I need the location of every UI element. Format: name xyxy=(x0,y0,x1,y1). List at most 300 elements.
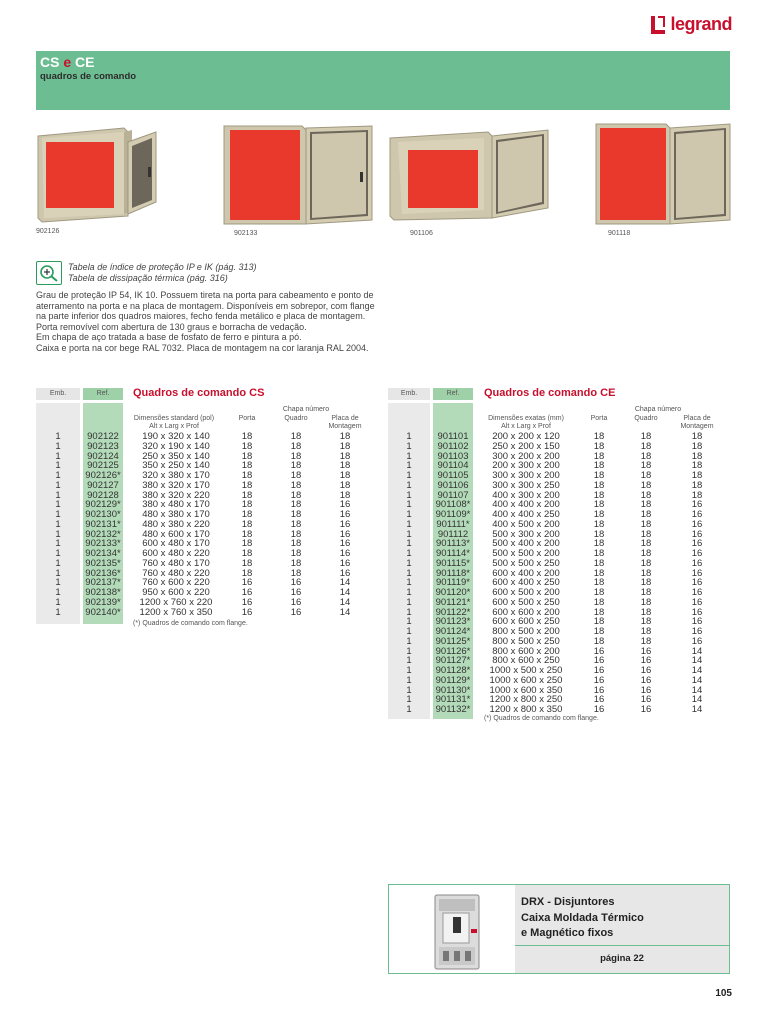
dimensions-cell: 1200 x 760 x 350 xyxy=(139,606,213,618)
porta-cell: 18 xyxy=(593,557,605,569)
dimensions-cell: 760 x 480 x 220 xyxy=(142,567,210,579)
page-number: 105 xyxy=(715,988,732,999)
product-image-4 xyxy=(594,122,734,237)
quadro-cell: 18 xyxy=(640,450,652,462)
emb-cell: 1 xyxy=(406,479,412,491)
placa-cell: 16 xyxy=(691,635,703,647)
divider xyxy=(515,945,729,946)
ref-cell: 901128* xyxy=(435,665,471,676)
placa-cell: 18 xyxy=(691,440,703,452)
ref-cell: 901126* xyxy=(435,645,471,657)
dimensions-cell: 350 x 250 x 140 xyxy=(142,460,210,472)
table-row xyxy=(36,598,376,608)
dimensions-cell: 400 x 400 x 200 xyxy=(492,499,560,511)
ref-cell: 901122* xyxy=(435,606,471,618)
placa-cell: 16 xyxy=(691,538,703,550)
emb-cell: 1 xyxy=(406,704,412,715)
porta-cell: 16 xyxy=(593,665,605,676)
quadro-cell: 18 xyxy=(640,518,652,530)
placa-cell: 18 xyxy=(339,431,351,442)
quadro-cell: 18 xyxy=(290,509,302,520)
legrand-logo xyxy=(651,14,732,35)
table-footnote: (*) Quadros de comando com flange. xyxy=(133,620,248,627)
table-footnote: (*) Quadros de comando com flange. xyxy=(484,715,599,722)
porta-cell: 16 xyxy=(593,645,605,657)
emb-cell: 1 xyxy=(55,440,61,452)
dimensions-cell: 320 x 380 x 170 xyxy=(142,470,210,481)
ref-cell: 902127 xyxy=(87,479,119,491)
emb-cell: 1 xyxy=(406,655,412,667)
table-row xyxy=(388,520,728,530)
dimensions-cell: 400 x 400 x 250 xyxy=(492,509,560,520)
dimensions-cell: 600 x 600 x 250 xyxy=(492,616,560,628)
table-heading: Quadros de comando CS xyxy=(133,387,265,399)
emb-cell: 1 xyxy=(406,489,412,501)
subheader-chapa: Chapa número xyxy=(634,406,682,413)
placa-cell: 16 xyxy=(691,518,703,530)
title-cs: CS xyxy=(40,54,60,70)
ref-cell: 901115* xyxy=(436,557,470,569)
quadro-cell: 16 xyxy=(640,674,652,686)
placa-cell: 18 xyxy=(339,479,351,491)
placa-cell: 14 xyxy=(339,596,351,608)
dimensions-cell: 950 x 600 x 220 xyxy=(142,587,210,598)
emb-cell: 1 xyxy=(406,596,412,608)
ref-cell: 901120* xyxy=(435,587,471,598)
quadro-cell: 18 xyxy=(290,548,302,559)
quadro-cell: 18 xyxy=(640,431,652,442)
description-paragraph: Em chapa de aço tratada a base de fosfato de ferro e pintura a pó. xyxy=(36,332,302,342)
porta-cell: 18 xyxy=(593,635,605,647)
porta-cell: 18 xyxy=(593,470,605,481)
porta-cell: 18 xyxy=(241,509,253,520)
placa-cell: 14 xyxy=(691,694,703,706)
quadro-cell: 18 xyxy=(640,440,652,452)
quadro-cell: 18 xyxy=(640,489,652,501)
quadro-cell: 16 xyxy=(640,704,652,715)
reference-thermal-link[interactable]: Tabela de dissipação térmica (pág. 316) xyxy=(68,273,228,283)
dimensions-cell: 1200 x 760 x 220 xyxy=(139,596,213,608)
quadro-cell: 16 xyxy=(290,577,302,589)
ref-cell: 902132* xyxy=(85,528,121,540)
porta-cell: 18 xyxy=(241,548,253,559)
emb-cell: 1 xyxy=(406,606,412,618)
placa-cell: 16 xyxy=(339,509,351,520)
porta-cell: 18 xyxy=(593,616,605,628)
table-ce xyxy=(388,388,730,728)
subheader-porta: Porta xyxy=(590,415,608,422)
col-header-ref: Ref. xyxy=(433,388,473,400)
dimensions-cell: 1000 x 600 x 350 xyxy=(489,684,563,696)
porta-cell: 18 xyxy=(593,518,605,530)
placa-cell: 14 xyxy=(691,684,703,696)
placa-cell: 16 xyxy=(691,509,703,520)
table-row xyxy=(36,559,376,569)
porta-cell: 18 xyxy=(241,460,253,472)
dimensions-cell: 200 x 300 x 200 xyxy=(492,460,560,472)
emb-cell: 1 xyxy=(55,548,61,559)
table-row xyxy=(388,559,728,569)
dimensions-cell: 400 x 500 x 200 xyxy=(492,518,560,530)
porta-cell: 18 xyxy=(593,596,605,608)
dimensions-cell: 400 x 300 x 200 xyxy=(492,489,560,501)
emb-cell: 1 xyxy=(406,635,412,647)
table-row xyxy=(36,442,376,452)
porta-cell: 18 xyxy=(593,528,605,540)
table-row xyxy=(388,481,728,491)
quadro-cell: 16 xyxy=(640,655,652,667)
emb-cell: 1 xyxy=(406,665,412,676)
ref-cell: 902129* xyxy=(85,499,121,511)
emb-cell: 1 xyxy=(406,674,412,686)
placa-cell: 16 xyxy=(691,567,703,579)
emb-cell: 1 xyxy=(55,518,61,530)
quadro-cell: 18 xyxy=(640,528,652,540)
placa-cell: 16 xyxy=(691,626,703,637)
placa-cell: 16 xyxy=(691,606,703,618)
porta-cell: 18 xyxy=(241,557,253,569)
legrand-mark-icon xyxy=(651,16,667,34)
emb-cell: 1 xyxy=(55,528,61,540)
ref-cell: 901125* xyxy=(435,635,471,647)
quadro-cell: 18 xyxy=(290,489,302,501)
table-heading: Quadros de comando CE xyxy=(484,387,616,399)
dimensions-cell: 190 x 320 x 140 xyxy=(142,431,210,442)
product-image-2 xyxy=(222,124,374,237)
placa-cell: 16 xyxy=(339,548,351,559)
emb-cell: 1 xyxy=(406,470,412,481)
product-ref-caption: 902126 xyxy=(36,228,60,235)
dimensions-cell: 800 x 600 x 200 xyxy=(492,645,560,657)
emb-cell: 1 xyxy=(55,606,61,618)
product-image-1 xyxy=(36,122,160,235)
quadro-cell: 16 xyxy=(640,665,652,676)
product-ref-caption: 901118 xyxy=(608,230,631,237)
porta-cell: 18 xyxy=(593,431,605,442)
ref-cell: 901127* xyxy=(435,655,471,667)
placa-cell: 16 xyxy=(691,557,703,569)
porta-cell: 18 xyxy=(241,450,253,462)
placa-cell: 18 xyxy=(339,440,351,452)
quadro-cell: 18 xyxy=(640,577,652,589)
dimensions-cell: 480 x 600 x 170 xyxy=(142,528,210,540)
ref-cell: 902140* xyxy=(85,606,121,618)
quadro-cell: 18 xyxy=(640,509,652,520)
porta-cell: 18 xyxy=(593,450,605,462)
section-subtitle: quadros de comando xyxy=(40,71,137,82)
ref-cell: 902137* xyxy=(85,577,121,589)
section-title xyxy=(40,54,94,70)
quadro-cell: 16 xyxy=(290,596,302,608)
porta-cell: 16 xyxy=(593,684,605,696)
porta-cell: 18 xyxy=(241,528,253,540)
porta-cell: 18 xyxy=(241,538,253,550)
porta-cell: 18 xyxy=(593,606,605,618)
placa-cell: 18 xyxy=(691,470,703,481)
quadro-cell: 16 xyxy=(640,684,652,696)
table-row xyxy=(36,608,376,618)
table-row xyxy=(388,637,728,647)
placa-cell: 14 xyxy=(339,577,351,589)
placa-cell: 16 xyxy=(691,548,703,559)
emb-cell: 1 xyxy=(406,509,412,520)
dimensions-cell: 1000 x 500 x 250 xyxy=(489,665,563,676)
emb-cell: 1 xyxy=(406,450,412,462)
dimensions-cell: 800 x 500 x 200 xyxy=(492,626,560,637)
title-ce: CE xyxy=(75,54,95,70)
emb-cell: 1 xyxy=(406,616,412,628)
emb-cell: 1 xyxy=(406,518,412,530)
dimensions-cell: 600 x 500 x 250 xyxy=(492,596,560,608)
placa-cell: 16 xyxy=(339,499,351,511)
emb-cell: 1 xyxy=(55,509,61,520)
porta-cell: 18 xyxy=(241,440,253,452)
col-header-emb: Emb. xyxy=(36,388,80,400)
quadro-cell: 18 xyxy=(640,499,652,511)
placa-cell: 16 xyxy=(339,567,351,579)
ref-cell: 902139* xyxy=(85,596,121,608)
ref-cell: 901123* xyxy=(435,616,471,628)
placa-cell: 18 xyxy=(339,460,351,472)
ref-cell: 902136* xyxy=(85,567,121,579)
drx-title: DRX - Disjuntores Caixa Moldada Térmico e Magnético fixos xyxy=(521,896,644,939)
dimensions-cell: 300 x 200 x 200 xyxy=(492,450,560,462)
col-header-ref: Ref. xyxy=(83,388,123,400)
ref-cell: 901119* xyxy=(436,577,470,589)
description-paragraph: Caixa e porta na cor bege RAL 7032. Placa de montagem na cor laranja RAL 2004. xyxy=(36,342,369,353)
dimensions-cell: 320 x 190 x 140 xyxy=(142,440,210,452)
quadro-cell: 18 xyxy=(290,479,302,491)
porta-cell: 18 xyxy=(593,587,605,598)
placa-cell: 18 xyxy=(691,450,703,462)
ref-cell: 902128 xyxy=(87,489,119,501)
dimensions-cell: 500 x 500 x 250 xyxy=(492,557,560,569)
product-description xyxy=(36,290,376,353)
dimensions-cell: 480 x 380 x 170 xyxy=(142,509,210,520)
ref-cell: 901121* xyxy=(435,596,471,608)
placa-cell: 16 xyxy=(339,528,351,540)
quadro-cell: 18 xyxy=(640,587,652,598)
product-ref-caption: 902133 xyxy=(234,230,258,237)
col-header-emb: Emb. xyxy=(388,388,430,400)
table-row xyxy=(388,442,728,452)
description-paragraph: Grau de proteção IP 54, IK 10. Possuem tireta na porta para cabeamento e ponto de aterramento na porta e na placa de montagem. Disponíveis em sobrepor, com flange na parte inferior dos quadros maiores, fecho fenda metálico e placa de montagem. Porta removível com abertura de 130 graus e borracha de vedação. xyxy=(36,290,375,332)
subheader-porta: Porta xyxy=(238,415,256,422)
porta-cell: 16 xyxy=(241,596,253,608)
ref-cell: 901102 xyxy=(437,440,469,452)
ref-cell: 901104 xyxy=(437,460,469,472)
placa-cell: 16 xyxy=(691,528,703,540)
emb-cell: 1 xyxy=(406,460,412,472)
ref-cell: 901101 xyxy=(437,431,469,442)
dimensions-cell: 380 x 320 x 170 xyxy=(142,479,210,491)
ref-cell: 902122 xyxy=(87,431,119,442)
emb-cell: 1 xyxy=(55,479,61,491)
dimensions-cell: 760 x 480 x 170 xyxy=(142,557,210,569)
emb-cell: 1 xyxy=(406,587,412,598)
ref-cell: 902134* xyxy=(85,548,121,559)
emb-cell: 1 xyxy=(55,499,61,511)
placa-cell: 18 xyxy=(339,489,351,501)
ref-cell: 901118* xyxy=(436,567,470,579)
dimensions-cell: 500 x 400 x 200 xyxy=(492,538,560,550)
ref-cell: 901111* xyxy=(436,518,470,530)
product-ref-caption: 901106 xyxy=(410,230,433,237)
porta-cell: 18 xyxy=(593,489,605,501)
porta-cell: 18 xyxy=(593,577,605,589)
quadro-cell: 18 xyxy=(290,567,302,579)
quadro-cell: 18 xyxy=(290,538,302,550)
quadro-cell: 18 xyxy=(640,470,652,481)
subheader-quadro: Quadro xyxy=(634,415,658,422)
dimensions-cell: 200 x 200 x 120 xyxy=(492,431,560,442)
porta-cell: 18 xyxy=(593,538,605,550)
product-image-3 xyxy=(388,124,553,237)
ref-cell: 902135* xyxy=(85,557,121,569)
logo-wordmark: legrand xyxy=(670,14,732,34)
dimensions-cell: 380 x 320 x 220 xyxy=(142,489,210,501)
quadro-cell: 18 xyxy=(290,499,302,511)
porta-cell: 18 xyxy=(593,509,605,520)
porta-cell: 18 xyxy=(593,460,605,472)
placa-cell: 14 xyxy=(339,587,351,598)
dimensions-cell: 500 x 300 x 200 xyxy=(492,528,560,540)
drx-page-link[interactable]: página 22 xyxy=(600,953,644,964)
emb-cell: 1 xyxy=(406,431,412,442)
placa-cell: 16 xyxy=(691,587,703,598)
emb-cell: 1 xyxy=(55,587,61,598)
emb-cell: 1 xyxy=(406,557,412,569)
porta-cell: 18 xyxy=(241,499,253,511)
placa-cell: 16 xyxy=(339,557,351,569)
ref-cell: 901113* xyxy=(436,538,470,550)
table-row xyxy=(36,520,376,530)
placa-cell: 14 xyxy=(691,704,703,715)
dimensions-cell: 600 x 500 x 200 xyxy=(492,587,560,598)
dimensions-cell: 250 x 200 x 150 xyxy=(492,440,560,452)
quadro-cell: 16 xyxy=(640,645,652,657)
quadro-cell: 18 xyxy=(640,548,652,559)
porta-cell: 16 xyxy=(593,694,605,706)
quadro-cell: 18 xyxy=(640,538,652,550)
placa-cell: 14 xyxy=(691,665,703,676)
quadro-cell: 18 xyxy=(640,596,652,608)
circuit-breaker-image xyxy=(391,887,511,971)
ref-cell: 901132* xyxy=(435,704,471,715)
emb-cell: 1 xyxy=(406,499,412,511)
table-cs xyxy=(36,388,376,648)
ref-cell: 901130* xyxy=(435,684,471,696)
ref-cell: 902125 xyxy=(87,460,119,472)
ref-cell: 902124 xyxy=(87,450,119,462)
porta-cell: 16 xyxy=(241,587,253,598)
ref-cell: 901108* xyxy=(435,499,471,511)
dimensions-cell: 250 x 350 x 140 xyxy=(142,450,210,462)
quadro-cell: 18 xyxy=(290,518,302,530)
dimensions-cell: 1000 x 600 x 250 xyxy=(489,674,563,686)
placa-cell: 16 xyxy=(691,577,703,589)
subheader-quadro: Quadro xyxy=(284,415,308,422)
porta-cell: 18 xyxy=(593,499,605,511)
section-header-band xyxy=(36,51,730,110)
porta-cell: 18 xyxy=(593,440,605,452)
table-row xyxy=(388,598,728,608)
drx-promo-box[interactable] xyxy=(388,884,730,974)
porta-cell: 16 xyxy=(593,704,605,715)
emb-cell: 1 xyxy=(55,557,61,569)
placa-cell: 14 xyxy=(691,655,703,667)
placa-cell: 16 xyxy=(339,538,351,550)
quadro-cell: 18 xyxy=(290,440,302,452)
quadro-cell: 16 xyxy=(290,606,302,618)
emb-cell: 1 xyxy=(55,489,61,501)
placa-cell: 18 xyxy=(691,479,703,491)
subheader-dim: Dimensões standard (pol) Alt x Larg x Prof xyxy=(133,415,215,430)
porta-cell: 18 xyxy=(241,489,253,501)
quadro-cell: 18 xyxy=(290,450,302,462)
porta-cell: 18 xyxy=(241,518,253,530)
emb-cell: 1 xyxy=(406,626,412,637)
quadro-cell: 18 xyxy=(640,567,652,579)
dimensions-cell: 1200 x 800 x 250 xyxy=(489,694,563,706)
quadro-cell: 18 xyxy=(640,479,652,491)
dimensions-cell: 760 x 600 x 220 xyxy=(142,577,210,589)
dimensions-cell: 380 x 480 x 170 xyxy=(142,499,210,511)
quadro-cell: 18 xyxy=(640,635,652,647)
quadro-cell: 16 xyxy=(290,587,302,598)
quadro-cell: 16 xyxy=(640,694,652,706)
quadro-cell: 18 xyxy=(290,431,302,442)
dimensions-cell: 600 x 400 x 250 xyxy=(492,577,560,589)
ref-cell: 901114* xyxy=(436,548,470,559)
porta-cell: 16 xyxy=(241,606,253,618)
ref-cell: 901112 xyxy=(437,528,469,540)
subheader-chapa: Chapa número xyxy=(282,406,330,413)
ref-cell: 902138* xyxy=(85,587,121,598)
placa-cell: 18 xyxy=(691,431,703,442)
placa-cell: 18 xyxy=(691,489,703,501)
placa-cell: 16 xyxy=(339,518,351,530)
emb-cell: 1 xyxy=(406,538,412,550)
emb-cell: 1 xyxy=(55,450,61,462)
emb-cell: 1 xyxy=(55,538,61,550)
emb-cell: 1 xyxy=(55,470,61,481)
ref-cell: 901124* xyxy=(435,626,471,637)
drx-info-panel xyxy=(515,885,729,973)
dimensions-cell: 600 x 480 x 170 xyxy=(142,538,210,550)
porta-cell: 18 xyxy=(593,479,605,491)
emb-cell: 1 xyxy=(55,596,61,608)
ref-cell: 901105 xyxy=(437,470,469,481)
subheader-placa: Placa de Montagem xyxy=(680,415,714,430)
porta-cell: 16 xyxy=(241,577,253,589)
ref-cell: 901107 xyxy=(437,489,469,501)
subheader-placa: Placa de Montagem xyxy=(328,415,362,430)
ref-cell: 902133* xyxy=(85,538,121,550)
emb-cell: 1 xyxy=(55,567,61,579)
reference-ip-ik-link[interactable]: Tabela de índice de proteção IP e IK (pág. 313) xyxy=(68,262,257,272)
emb-cell: 1 xyxy=(406,645,412,657)
subheader-dim: Dimensões exatas (mm) Alt x Larg x Prof xyxy=(488,415,564,430)
placa-cell: 16 xyxy=(691,616,703,628)
dimensions-cell: 300 x 300 x 250 xyxy=(492,479,560,491)
placa-cell: 16 xyxy=(691,596,703,608)
quadro-cell: 18 xyxy=(290,460,302,472)
porta-cell: 18 xyxy=(593,548,605,559)
title-amp: e xyxy=(63,54,72,70)
porta-cell: 16 xyxy=(593,674,605,686)
ref-cell: 901131* xyxy=(435,694,471,706)
